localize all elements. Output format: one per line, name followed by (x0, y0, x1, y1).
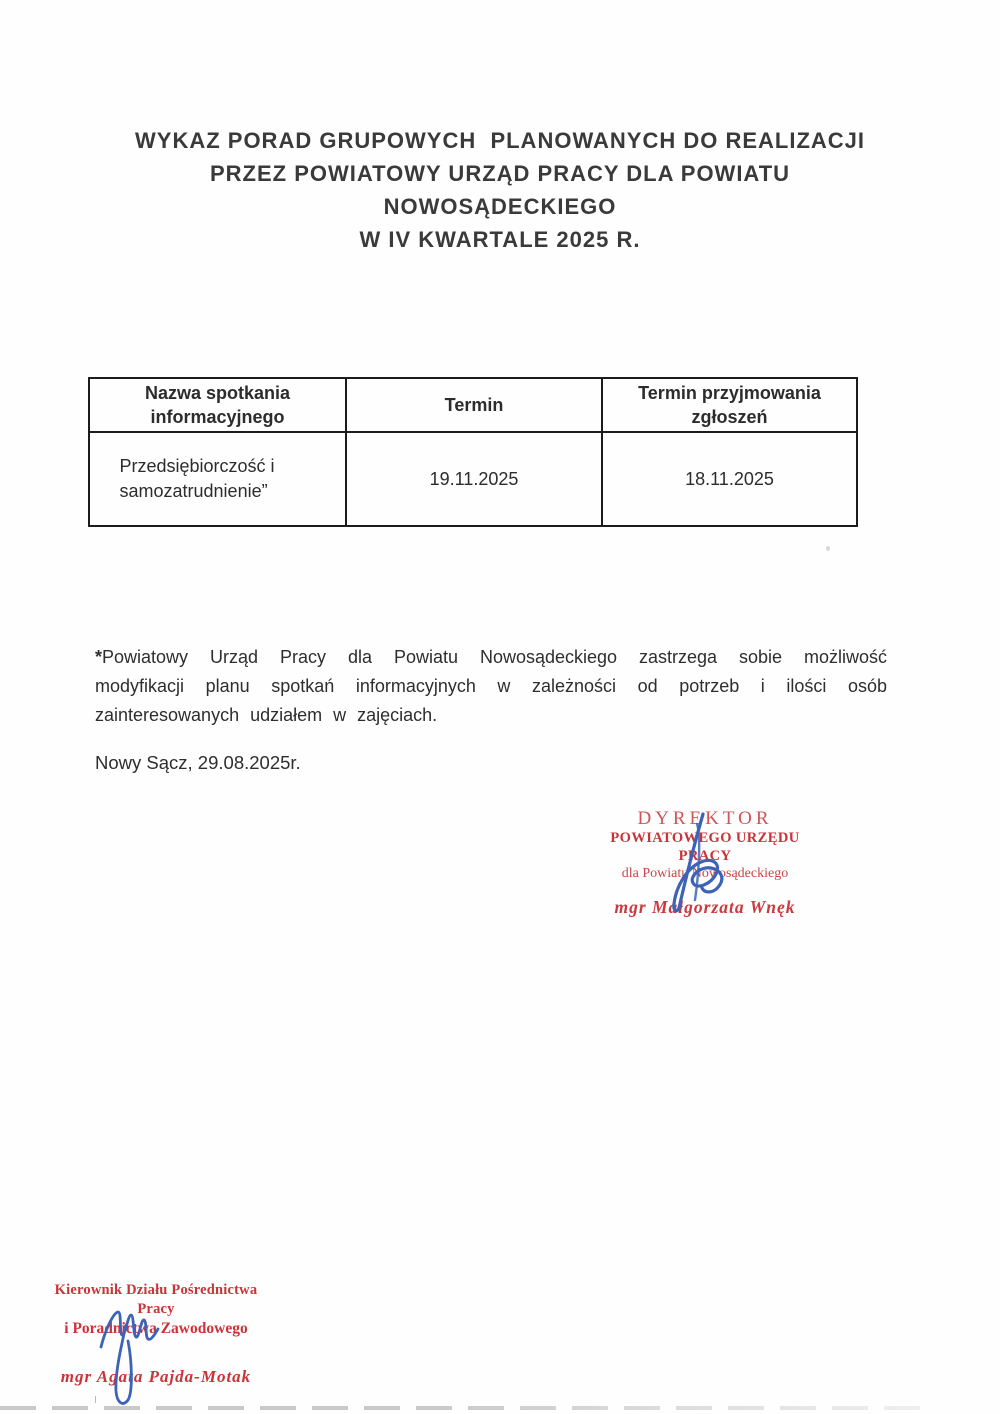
title-line-4: W IV KWARTALE 2025 R. (359, 227, 641, 252)
scan-artifact-speck (826, 546, 830, 551)
manager-stamp-line2: i Poradnictwa Zawodowego (64, 1320, 248, 1337)
cell-date: 19.11.2025 (346, 432, 602, 526)
table-row (89, 432, 857, 526)
document-title (0, 124, 1000, 256)
header-meeting-name: Nazwa spotkania informacyjnego (89, 378, 346, 432)
manager-stamp-line1: Kierownik Działu Pośrednictwa Pracy (54, 1282, 258, 1317)
title-line-1: WYKAZ PORAD GRUPOWYCH PLANOWANYCH DO REALIZACJI (135, 128, 865, 153)
director-stamp-title: DYREKTOR (637, 808, 773, 829)
title-line-3: NOWOSĄDECKIEGO (383, 194, 617, 219)
table-header-row (89, 378, 857, 432)
manager-stamp-name: mgr Agata Pajda-Motak (60, 1367, 252, 1386)
cell-meeting-name: Przedsiębiorczość i samozatrudnienie” (89, 432, 346, 526)
director-signature (653, 812, 741, 914)
header-registration-deadline: Termin przyjmowania zgłoszeń (602, 378, 857, 432)
cell-registration-deadline: 18.11.2025 (602, 432, 857, 526)
footnote-text: Powiatowy Urząd Pracy dla Powiatu Nowosądeckiego zastrzega sobie możliwość modyfikacji planu spotkań informacyjnych w zależności od potrzeb i ilości osób zainteresowanych udziałem w zajęciach. (95, 647, 887, 725)
title-line-2: PRZEZ POWIATOWY URZĄD PRACY DLA POWIATU (209, 161, 791, 186)
director-stamp-org: POWIATOWEGO URZĘDU PRACY (610, 830, 800, 864)
director-stamp-name: mgr Małgorzata Wnęk (614, 897, 796, 917)
place-date-line: Nowy Sącz, 29.08.2025r. (95, 752, 301, 773)
footnote (95, 643, 887, 730)
schedule-table (88, 377, 858, 527)
header-date: Termin (346, 378, 602, 432)
director-stamp-subtitle: dla Powiatu Nowosądeckiego (621, 866, 789, 881)
footnote-marker: * (95, 647, 103, 667)
manager-signature (93, 1303, 165, 1409)
